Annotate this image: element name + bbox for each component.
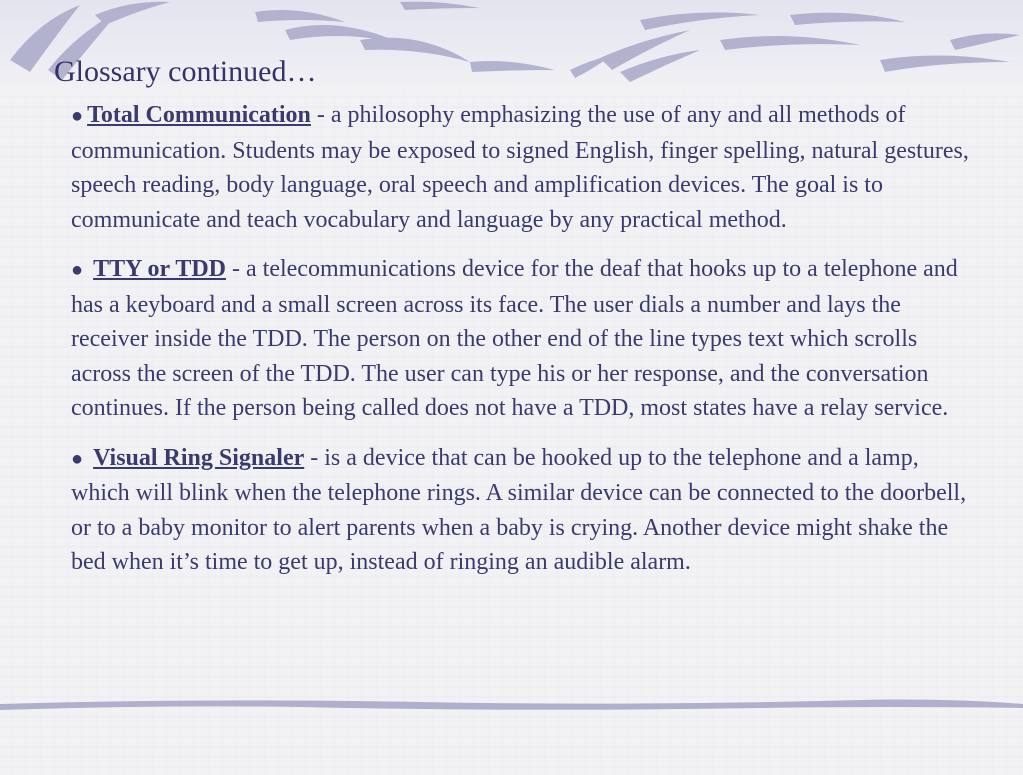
glossary-definition: a philosophy emphasizing the use of any and all methods of communication. Students may be exposed to signed English, finger spelling, natural gestures, speech reading, body language, oral speech and amplification devices. The goal is to communicate and teach vocabulary and language by any practical method. <box>71 102 969 233</box>
slide-title: Glossary continued… <box>54 55 317 88</box>
glossary-term: Total Communication <box>87 102 311 128</box>
glossary-term: Visual Ring Signaler <box>93 444 305 471</box>
glossary-entry-tty-or-tdd <box>71 252 971 426</box>
term-separator: - <box>304 444 325 471</box>
glossary-term: TTY or TDD <box>93 256 227 282</box>
bullet-icon: ● <box>71 259 84 281</box>
glossary-definition: a telecommunications device for the deaf that hooks up to a telephone and has a keyboard and a small screen across its face. The user dials a number and lays the receiver inside the TDD. The person on the other end of the line types text which scrolls across the screen of the TDD. The user can type his or her response, and the conversation continues. If the person being called does not have a TDD, most states have a relay service. <box>71 256 958 421</box>
term-separator: - <box>310 102 331 128</box>
bullet-icon: ● <box>71 447 84 470</box>
glossary-entry-total-communication <box>71 98 971 237</box>
bullet-icon: ● <box>71 105 84 127</box>
term-separator: - <box>226 256 247 282</box>
glossary-definition: is a device that can be hooked up to the telephone and a lamp, which will blink when the telephone rings. A similar device can be connected to the doorbell, or to a baby monitor to alert parents when a baby is crying. Another device might shake the bed when it’s time to get up, instead of ringing an audible alarm. <box>71 444 967 575</box>
glossary-list <box>71 98 971 595</box>
glossary-entry-visual-ring-signaler <box>71 441 971 580</box>
bottom-brush-rule <box>0 690 1023 720</box>
